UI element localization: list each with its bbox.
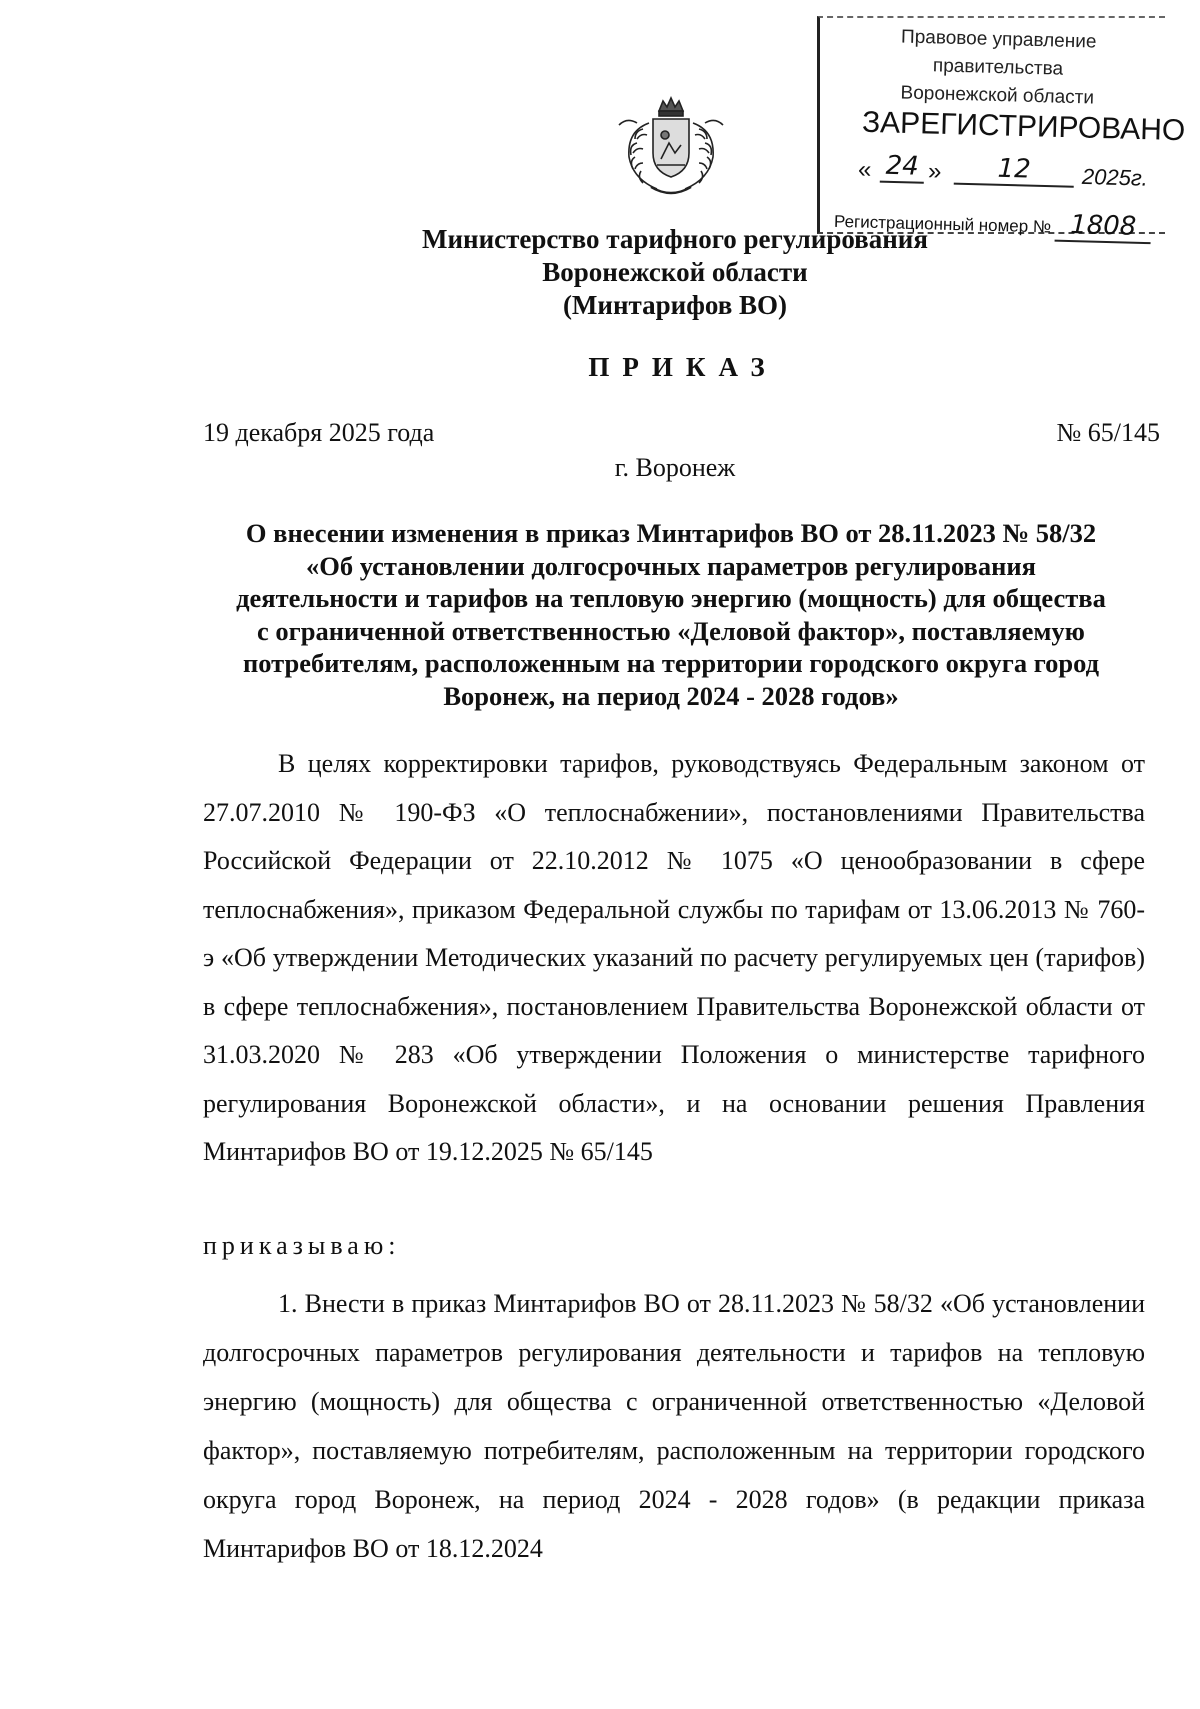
coat-of-arms-icon bbox=[613, 95, 729, 201]
stamp-day: 24 bbox=[880, 151, 925, 184]
ministry-name bbox=[0, 223, 1200, 322]
stamp-org-line1: Правовое управление правительства bbox=[900, 26, 1097, 80]
title-line2: «Об установлении долгосрочных параметров регулирования bbox=[306, 550, 1036, 581]
ministry-line2: Воронежской области bbox=[542, 257, 808, 287]
order-verb: приказываю: bbox=[203, 1231, 401, 1260]
document-number: № 65/145 bbox=[1056, 418, 1160, 447]
document-type: ПРИКАЗ bbox=[588, 352, 778, 382]
preamble-paragraph: В целях корректировки тарифов, руководствуясь Федеральным законом от 27.07.2010 № 190-ФЗ «О теплоснабжении», постановлениями Правительства Российской Федерации от 22.10.2012 № 1075 «О ценообразовании в сфере теплоснабжения», приказом Федеральной службы по тарифам от 13.06.2013 № 760-э «Об утверждении Методических указаний по расчету регулируемых цен (тарифов) в сфере теплоснабжения», постановлением Правительства Воронежской области от 31.03.2020 № 283 «Об утверждении Положения о министерстве тарифного регулирования Воронежской области», и на основании решения Правления Минтарифов ВО от 19.12.2025 № 65/145 bbox=[203, 749, 1145, 1166]
document-city: г. Воронеж bbox=[614, 453, 736, 482]
stamp-organization bbox=[837, 22, 1159, 114]
stamp-quote-open: « bbox=[857, 156, 872, 184]
stamp-org-line2: Воронежской области bbox=[900, 82, 1095, 109]
title-line6: Воронеж, на период 2024 - 2028 годов» bbox=[443, 680, 899, 711]
stamp-reg-number-label: Регистрационный номер № bbox=[833, 211, 1052, 237]
stamp-reg-number: 1808 bbox=[1055, 210, 1152, 245]
order-item-1: 1. Внести в приказ Минтарифов ВО от 28.11.2023 № 58/32 «Об установлении долгосрочных параметров регулирования деятельности и тарифов на тепловую энергию (мощность) для общества с ограниченной ответственностью «Деловой фактор», поставляемую потребителям, расположенным на территории городского округа город Воронеж, на период 2024 - 2028 годов» (в редакции приказа Минтарифов ВО от 18.12.2024 bbox=[203, 1289, 1145, 1563]
stamp-year: 2025г. bbox=[1081, 163, 1149, 191]
document-title bbox=[200, 517, 1142, 712]
title-line5: потребителям, расположенным на территории городского округа город bbox=[243, 648, 1099, 678]
stamp-quote-close: » bbox=[927, 157, 942, 186]
ministry-line3: (Минтарифов ВО) bbox=[562, 290, 788, 320]
title-line1: О внесении изменения в приказ Минтарифов ВО от 28.11.2023 № 58/32 bbox=[245, 518, 1097, 548]
document-date: 19 декабря 2025 года bbox=[203, 418, 435, 447]
title-line4: с ограниченной ответственностью «Деловой фактор», поставляемую bbox=[257, 615, 1085, 646]
ministry-line1: Министерство тарифного регулирования bbox=[422, 224, 928, 254]
stamp-month: 12 bbox=[954, 153, 1075, 188]
registration-stamp bbox=[817, 16, 1186, 242]
stamp-date bbox=[857, 150, 1159, 196]
stamp-registered-label: ЗАРЕГИСТРИРОВАНО bbox=[861, 105, 1186, 148]
title-line3: деятельности и тарифов на тепловую энергию (мощность) для общества bbox=[236, 583, 1106, 613]
